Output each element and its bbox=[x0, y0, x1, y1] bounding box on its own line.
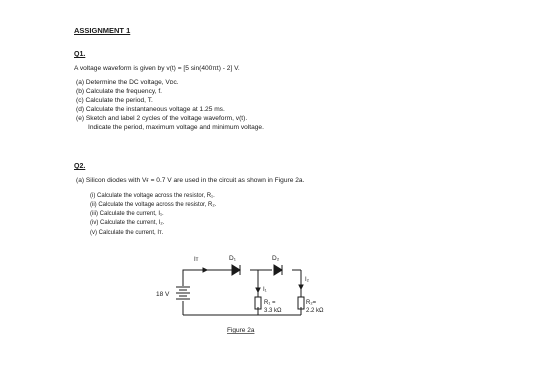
label-r1-value: 3.3 kΩ bbox=[264, 308, 282, 314]
q1-part-c: (c) Calculate the period, T. bbox=[76, 97, 153, 104]
figure-caption: Figure 2a bbox=[227, 327, 255, 334]
q1-part-e: (e) Sketch and label 2 cycles of the voltage waveform, v(t). bbox=[76, 115, 248, 122]
question-2-label: Q2. bbox=[74, 163, 86, 170]
q2-part-i: (i) Calculate the voltage across the resistor, R₁. bbox=[90, 193, 215, 199]
q2-part-ii: (ii) Calculate the voltage across the resistor, R₂. bbox=[90, 202, 217, 208]
label-it: Iᴛ bbox=[194, 257, 199, 263]
question-1-stem: A voltage waveform is given by v(t) = [5 sin(400πt) - 2] V. bbox=[74, 65, 240, 72]
q1-part-a: (a) Determine the DC voltage, Vᴅc. bbox=[76, 79, 179, 86]
label-d1: D₁ bbox=[229, 255, 236, 262]
question-1-label: Q1. bbox=[74, 51, 86, 58]
q1-part-d: (d) Calculate the instantaneous voltage at 1.25 ms. bbox=[76, 106, 225, 113]
battery-symbol bbox=[176, 287, 190, 299]
question-2-stem: (a) Silicon diodes with Vғ = 0.7 V are used in the circuit as shown in Figure 2a. bbox=[76, 177, 305, 184]
diode-d1 bbox=[232, 265, 240, 275]
arrow-i2-head bbox=[299, 285, 303, 289]
label-d2: D₂ bbox=[272, 255, 280, 262]
label-i2: I₂ bbox=[305, 277, 309, 283]
label-r1-name: R₁ = bbox=[264, 300, 276, 306]
q2-part-iv: (iv) Calculate the current, I₂. bbox=[90, 220, 165, 226]
arrow-it-head bbox=[203, 268, 207, 272]
label-r2-name: R₂= bbox=[306, 300, 317, 306]
arrow-i1-head bbox=[256, 288, 260, 292]
label-i1: I₁ bbox=[263, 287, 267, 293]
q2-part-iii: (iii) Calculate the current, I₁. bbox=[90, 211, 164, 217]
q1-part-b: (b) Calculate the frequency, f. bbox=[76, 88, 163, 95]
label-source-voltage: 18 V bbox=[156, 291, 170, 298]
q2-part-v: (v) Calculate the current, Iᴛ. bbox=[90, 230, 164, 236]
assignment-title: ASSIGNMENT 1 bbox=[74, 26, 131, 35]
q1-part-e-note: Indicate the period, maximum voltage and minimum voltage. bbox=[88, 124, 264, 131]
label-r2-value: 2.2 kΩ bbox=[306, 308, 324, 314]
diode-d2 bbox=[274, 265, 282, 275]
